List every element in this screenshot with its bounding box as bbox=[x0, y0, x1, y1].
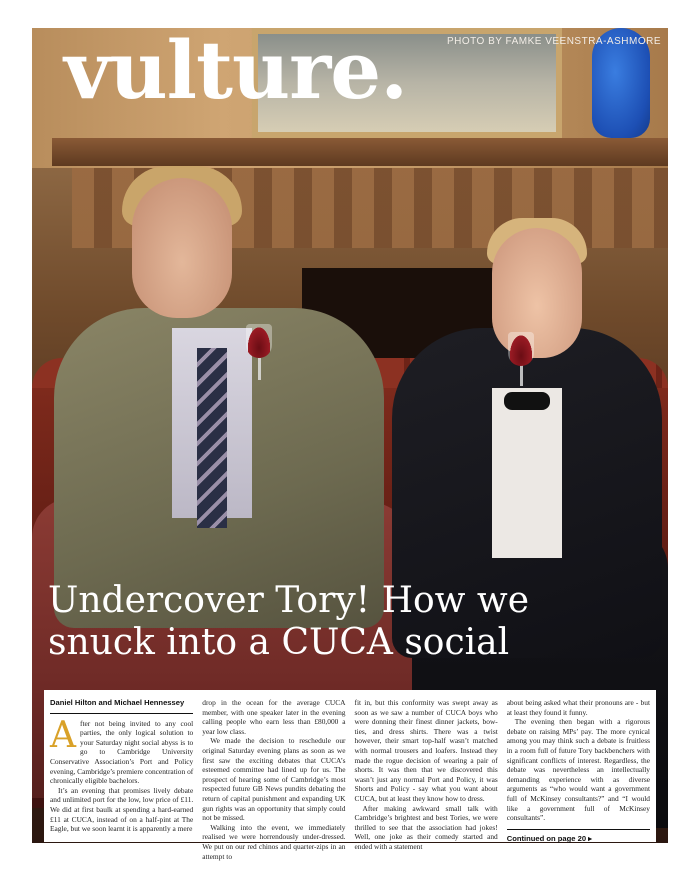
mantelpiece bbox=[52, 138, 668, 166]
bow-tie bbox=[504, 392, 550, 410]
left-man-tie bbox=[197, 348, 227, 528]
headline-line-1: Undercover Tory! How we bbox=[48, 580, 530, 621]
left-man-head bbox=[132, 178, 232, 318]
right-man-head bbox=[492, 228, 582, 358]
paragraph: drop in the ocean for the average CUCA member, with one speaker later in the evening calling people who earn less than £80,000 a year low class. bbox=[202, 698, 346, 736]
headline-line-2: snuck into a CUCA social bbox=[48, 622, 510, 663]
byline: Daniel Hilton and Michael Hennessey bbox=[50, 698, 193, 714]
article-column-1 bbox=[50, 698, 193, 836]
headline bbox=[48, 580, 608, 664]
paragraph: fit in, but this conformity was swept away as soon as we saw a number of CUCA boys who were donning their finest dinner jackets, bow-ties, and dress shirts. There was a twist however, their smart top-half wasn’t matched with normal trousers and loafers. Instead they made the rogue decision of wearing a pair of shorts. It was then that we discovered this wasn’t just any normal Port and Policy, it was Shorts and Policy - say what you want about CUCA, but at least they know how to dress. bbox=[354, 698, 498, 803]
continued-link[interactable]: Continued on page 20 ▸ bbox=[507, 829, 650, 844]
drop-cap: A bbox=[50, 714, 76, 756]
article-column-2 bbox=[202, 698, 346, 861]
wine-glass-icon bbox=[508, 332, 534, 366]
article-column-4 bbox=[506, 698, 650, 843]
glass-stem bbox=[258, 358, 261, 380]
paragraph: about being asked what their pronouns are - but at least they found it funny. bbox=[506, 698, 650, 717]
photo-credit: PHOTO BY FAMKE VEENSTRA-ASHMORE bbox=[446, 36, 661, 47]
article-body bbox=[44, 690, 656, 861]
wine-glass-icon bbox=[246, 324, 272, 358]
paragraph: We made the decision to reschedule our original Saturday evening plans as soon as we first saw the exciting debates that CUCA’s esteemed committee had lined up for us. The prospect of hearing some of Cambridge’s most respected future GB News pundits debating the return of capital punishment and expanding UK gun rights was an opportunity that simply could not be missed. bbox=[202, 736, 346, 823]
paragraph: After making awkward small talk with Cambridge’s brightest and best Tories, we were thrilled to see that the association had jokes! Well, one joke as their comedy started and ended with a statement bbox=[354, 803, 498, 851]
right-man-shirt bbox=[492, 388, 562, 558]
paragraph: Walking into the event, we immediately realised we were horrendously under-dressed. We put on our red chinos and quarter-zips in an attempt to bbox=[202, 822, 346, 861]
paragraph: fter not being invited to any cool parties, the only logical solution to your Saturday night social abyss is to go to Cambridge University Conservative Association’s Port and Policy evening, Cambridge’s premiere concentration of chronically eligible bachelors. bbox=[50, 718, 194, 786]
masthead: vulture. bbox=[64, 23, 408, 117]
article-column-3 bbox=[354, 698, 498, 851]
glass-stem bbox=[520, 364, 523, 386]
paragraph: The evening then began with a rigorous debate on raising MPs’ pay. The more cynical among you may think such a debate is fruitless in a room full of future Tory backbenchers with significant conflicts of interest. Regardless, the debate was nevertheless an intellectually demanding experience with as diverse arguments as “who would want a government full of McKinsey consultants?” and “I would like a government full of McKinsey consultants”. bbox=[506, 717, 650, 823]
paragraph: It’s an evening that promises lively debate and unlimited port for the low, low price of £11. We did at first baulk at spending a hard-earned £11 at CUCA, instead of on a half-pint at The Eagle, but we soon learnt it is apparently a mere bbox=[50, 785, 194, 834]
